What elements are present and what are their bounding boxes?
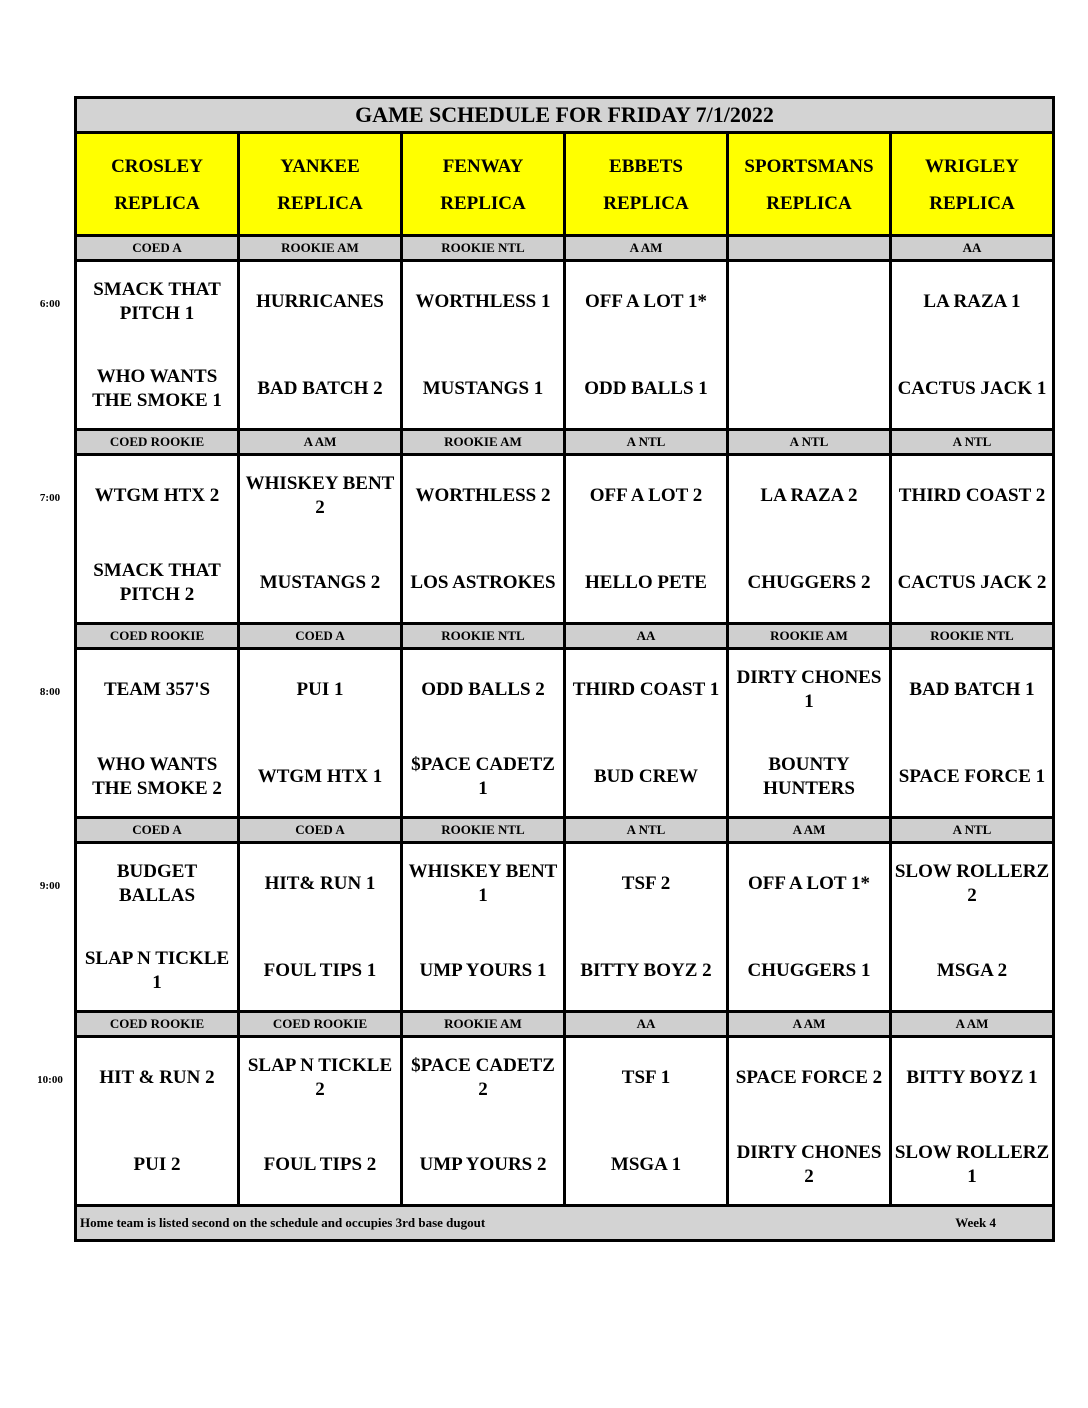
away-team: TSF 1 <box>621 1066 671 1088</box>
game-row <box>77 456 1052 625</box>
game-cell <box>77 650 240 816</box>
field-sub: REPLICA <box>929 193 1015 214</box>
away-team: WHISKEY BENT 2 <box>245 472 395 518</box>
division-label: ROOKIE AM <box>403 1013 566 1035</box>
division-label: COED A <box>240 625 403 647</box>
division-label <box>729 237 892 259</box>
division-row <box>77 1013 1052 1038</box>
home-team: MUSTANGS 1 <box>422 377 544 399</box>
game-cell <box>566 456 729 622</box>
away-team: WTGM HTX 2 <box>94 484 220 506</box>
away-team: OFF A LOT 1* <box>585 290 707 312</box>
field-sub: REPLICA <box>114 193 200 214</box>
home-team: LOS ASTROKES <box>410 571 556 593</box>
away-team: WORTHLESS 2 <box>415 484 551 506</box>
game-cell <box>240 844 403 1010</box>
field-sub: REPLICA <box>277 193 363 214</box>
home-team: SLOW ROLLERZ 1 <box>894 1141 1050 1187</box>
home-team: BAD BATCH 2 <box>257 377 383 399</box>
game-row <box>77 844 1052 1013</box>
away-team: PUI 1 <box>296 678 344 700</box>
away-team: SLOW ROLLERZ 2 <box>894 860 1050 906</box>
away-team: WORTHLESS 1 <box>415 290 551 312</box>
game-cell <box>403 650 566 816</box>
week-label: Week 4 <box>955 1215 996 1230</box>
division-label: A NTL <box>952 822 992 837</box>
division-label: A NTL <box>952 434 992 449</box>
away-team: BUDGET BALLAS <box>116 860 198 906</box>
time-slots <box>77 237 1052 1207</box>
game-cell <box>403 1038 566 1204</box>
game-cell <box>566 650 729 816</box>
field-header-row <box>77 134 1052 237</box>
away-team <box>729 262 889 345</box>
field-header <box>729 134 892 234</box>
game-cell <box>892 650 1052 816</box>
home-team: CHUGGERS 2 <box>747 571 871 593</box>
division-row <box>77 819 1052 844</box>
away-team: THIRD COAST 1 <box>572 678 720 700</box>
away-team: SLAP N TICKLE 2 <box>247 1054 393 1100</box>
game-row <box>77 650 1052 819</box>
home-team: MSGA 1 <box>610 1153 682 1175</box>
home-team: WTGM HTX 1 <box>257 765 383 787</box>
field-header <box>403 134 566 234</box>
game-cell <box>566 1038 729 1204</box>
field-name: FENWAY <box>442 156 524 177</box>
game-cell <box>729 456 892 622</box>
game-cell <box>892 456 1052 622</box>
game-cell <box>77 262 240 428</box>
division-label: A AM <box>729 1013 892 1035</box>
game-cell <box>403 262 566 428</box>
division-label: A AM <box>566 237 729 259</box>
field-name: WRIGLEY <box>925 156 1019 177</box>
home-team: CHUGGERS 1 <box>747 959 871 981</box>
game-cell <box>77 1038 240 1204</box>
home-team: SPACE FORCE 1 <box>898 765 1046 787</box>
field-sub: REPLICA <box>766 193 852 214</box>
away-team: WHISKEY BENT 1 <box>408 860 558 906</box>
field-sub: REPLICA <box>440 193 526 214</box>
away-team: TSF 2 <box>621 872 671 894</box>
away-team: BITTY BOYZ 1 <box>906 1066 1038 1088</box>
division-label: ROOKIE AM <box>729 625 892 647</box>
home-team: FOUL TIPS 1 <box>263 959 377 981</box>
game-cell <box>240 456 403 622</box>
home-team <box>729 345 889 428</box>
division-label: COED A <box>240 819 403 841</box>
away-team: TEAM 357'S <box>103 678 211 700</box>
home-team: $PACE CADETZ 1 <box>411 753 555 799</box>
home-team: WHO WANTS THE SMOKE 2 <box>92 753 222 799</box>
home-team: BITTY BOYZ 2 <box>580 959 712 981</box>
time-label: 8:00 <box>39 686 61 698</box>
home-team: WHO WANTS THE SMOKE 1 <box>92 365 222 411</box>
schedule-footer <box>77 1207 1052 1239</box>
home-team: HELLO PETE <box>585 571 707 593</box>
home-team: FOUL TIPS 2 <box>263 1153 377 1175</box>
division-label: COED ROOKIE <box>77 431 240 453</box>
division-row <box>77 237 1052 262</box>
field-name: EBBETS <box>609 156 683 177</box>
home-team: SMACK THAT PITCH 2 <box>93 559 221 605</box>
away-team: DIRTY CHONES 1 <box>736 666 882 712</box>
home-team: ODD BALLS 1 <box>584 377 708 399</box>
division-label: ROOKIE NTL <box>930 628 1014 643</box>
footer-note: Home team is listed second on the schedule and occupies 3rd base dugout <box>80 1215 486 1230</box>
away-team: HIT& RUN 1 <box>264 872 376 894</box>
game-cell <box>240 262 403 428</box>
home-team: UMP YOURS 2 <box>419 1153 547 1175</box>
division-row <box>77 625 1052 650</box>
away-team: OFF A LOT 1* <box>748 872 870 894</box>
away-team: $PACE CADETZ 2 <box>411 1054 555 1100</box>
away-team: ODD BALLS 2 <box>421 678 545 700</box>
division-label: A NTL <box>566 819 729 841</box>
home-team: PUI 2 <box>133 1153 181 1175</box>
field-name: SPORTSMANS <box>744 156 874 177</box>
game-cell <box>729 1038 892 1204</box>
time-label: 6:00 <box>39 298 61 310</box>
game-cell <box>403 456 566 622</box>
division-label: COED ROOKIE <box>77 1013 240 1035</box>
game-row <box>77 1038 1052 1207</box>
home-team: SLAP N TICKLE 1 <box>84 947 230 993</box>
division-label: ROOKIE NTL <box>403 819 566 841</box>
home-team: MUSTANGS 2 <box>259 571 381 593</box>
game-cell <box>566 844 729 1010</box>
away-team: LA RAZA 1 <box>923 290 1021 312</box>
schedule-table <box>74 96 1055 1242</box>
division-label: COED A <box>77 237 240 259</box>
game-cell <box>892 1038 1052 1204</box>
division-label: COED ROOKIE <box>240 1013 403 1035</box>
home-team: BOUNTY HUNTERS <box>763 753 855 799</box>
division-label: A AM <box>240 431 403 453</box>
game-cell <box>892 844 1052 1010</box>
game-cell <box>240 1038 403 1204</box>
home-team: DIRTY CHONES 2 <box>736 1141 882 1187</box>
away-team: LA RAZA 2 <box>760 484 858 506</box>
division-label: A AM <box>955 1016 989 1031</box>
game-cell <box>892 262 1052 428</box>
time-label: 10:00 <box>37 1074 63 1086</box>
division-label: COED ROOKIE <box>77 625 240 647</box>
field-sub: REPLICA <box>603 193 689 214</box>
time-label: 7:00 <box>39 492 61 504</box>
game-cell <box>729 650 892 816</box>
division-label: A AM <box>729 819 892 841</box>
division-label: A NTL <box>729 431 892 453</box>
away-team: HIT & RUN 2 <box>99 1066 215 1088</box>
game-cell <box>729 262 892 428</box>
division-label: AA <box>566 625 729 647</box>
game-cell <box>729 844 892 1010</box>
field-header <box>77 134 240 234</box>
home-team: BUD CREW <box>594 765 698 787</box>
division-label: AA <box>962 240 982 255</box>
away-team: BAD BATCH 1 <box>909 678 1035 700</box>
division-label: COED A <box>77 819 240 841</box>
field-name: CROSLEY <box>111 156 203 177</box>
home-team: CACTUS JACK 2 <box>897 571 1047 593</box>
field-header <box>240 134 403 234</box>
away-team: HURRICANES <box>256 290 384 312</box>
away-team: THIRD COAST 2 <box>898 484 1046 506</box>
game-cell <box>566 262 729 428</box>
division-label: ROOKIE NTL <box>403 625 566 647</box>
division-label: A NTL <box>566 431 729 453</box>
home-team: UMP YOURS 1 <box>419 959 547 981</box>
game-cell <box>77 456 240 622</box>
division-label: ROOKIE AM <box>403 431 566 453</box>
division-label: ROOKIE AM <box>240 237 403 259</box>
home-team: MSGA 2 <box>936 959 1008 981</box>
game-cell <box>403 844 566 1010</box>
field-name: YANKEE <box>280 156 360 177</box>
schedule-title: GAME SCHEDULE FOR FRIDAY 7/1/2022 <box>77 99 1052 134</box>
time-label: 9:00 <box>39 880 61 892</box>
home-team: CACTUS JACK 1 <box>897 377 1047 399</box>
game-cell <box>240 650 403 816</box>
division-label: AA <box>566 1013 729 1035</box>
division-row <box>77 431 1052 456</box>
game-row <box>77 262 1052 431</box>
field-header <box>892 134 1052 234</box>
division-label: ROOKIE NTL <box>403 237 566 259</box>
away-team: SPACE FORCE 2 <box>735 1066 883 1088</box>
game-cell <box>77 844 240 1010</box>
field-header <box>566 134 729 234</box>
away-team: SMACK THAT PITCH 1 <box>93 278 221 324</box>
away-team: OFF A LOT 2 <box>589 484 703 506</box>
